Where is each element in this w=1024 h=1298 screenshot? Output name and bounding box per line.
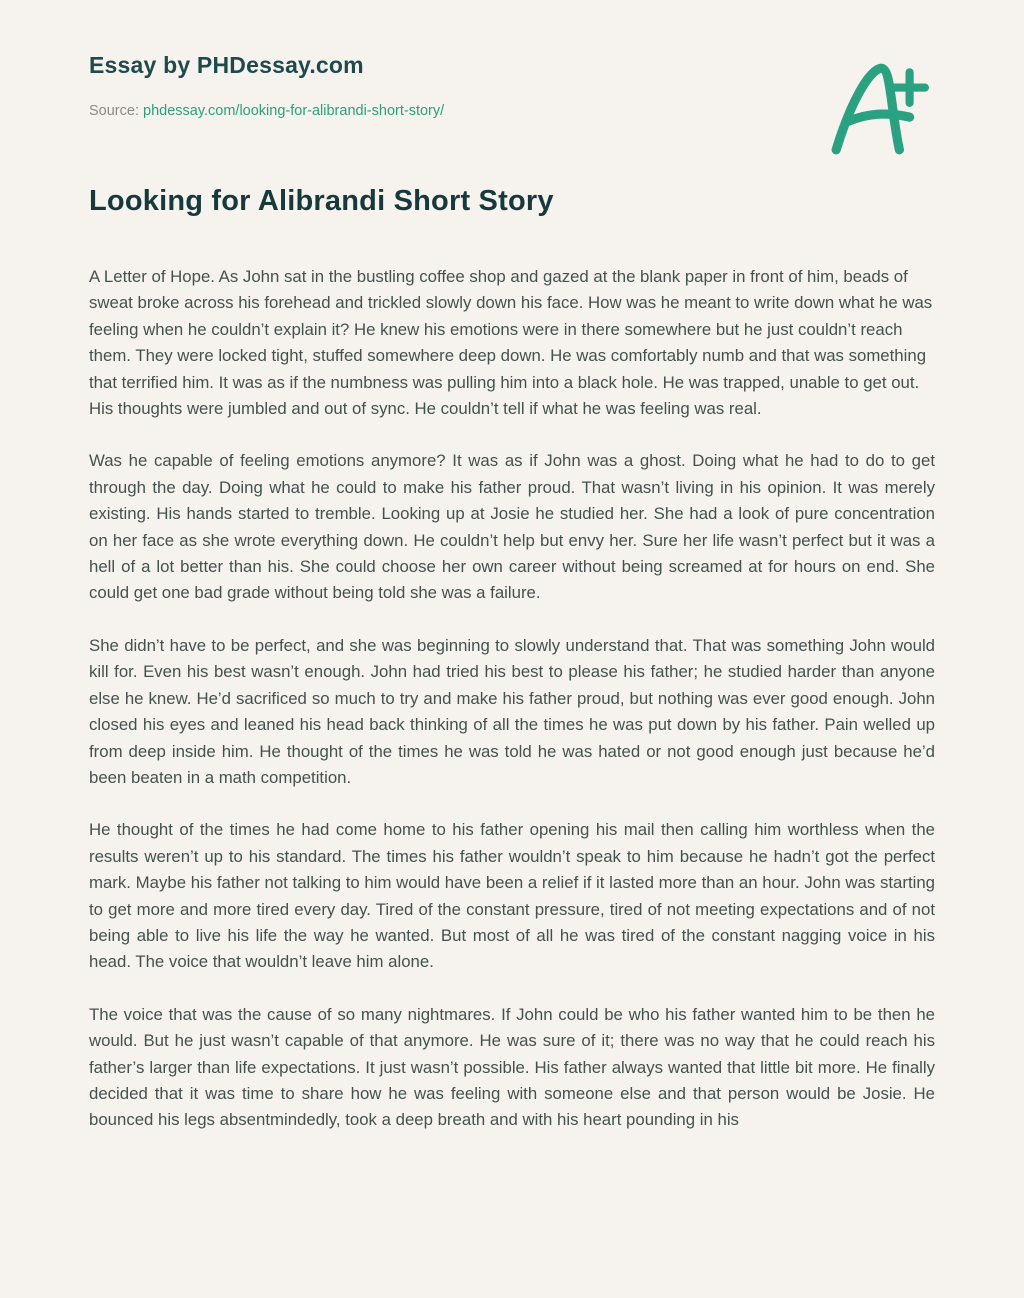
essay-content xyxy=(89,264,935,1134)
page-title: Looking for Alibrandi Short Story xyxy=(89,185,554,217)
essay-byline: Essay by PHDessay.com xyxy=(89,52,364,78)
source-label: Source: xyxy=(89,103,139,119)
source-line xyxy=(89,103,935,119)
essay-paragraph: She didn’t have to be perfect, and she was beginning to slowly understand that. That was something John would kill for. Even his best wasn’t enough. John had tried his best to please his father; he studied harder than anyone else he knew. He’d sacrificed so much to try and make his father proud, but nothing was ever good enough. John closed his eyes and leaned his head back thinking of all the times he was put down by his father. Pain welled up from deep inside him. He thought of the times he was told he was hated or not good enough just because he’d been beaten in a math competition. xyxy=(89,635,935,787)
essay-paragraph: A Letter of Hope. As John sat in the bustling coffee shop and gazed at the blank paper in front of him, beads of sweat broke across his forehead and trickled slowly down his face. How was he meant to write down what he was feeling when he couldn’t explain it? He knew his emotions were in there somewhere but he just couldn’t reach them. They were locked tight, stuffed somewhere deep down. He was comfortably numb and that was something that terrified him. It was as if the numbness was pulling him into a black hole. He was trapped, unable to get out. His thoughts were jumbled and out of sync. He couldn’t tell if what he was feeling was real. xyxy=(89,267,933,419)
essay-paragraph: The voice that was the cause of so many nightmares. If John could be who his father wanted him to be then he would. But he just wasn’t capable of that anymore. He was sure of it; there was no way that he could reach his father’s larger than life expectations. It just wasn’t possible. His father always wanted that little bit more. He finally decided that it was time to share how he was feeling with someone else and that person would be Josie. He bounced his legs absentmindedly, took a deep breath and with his heart pounding in his xyxy=(89,1004,935,1130)
a-plus-logo xyxy=(828,58,930,160)
essay-paragraph: He thought of the times he had come home to his father opening his mail then calling him worthless when the results weren’t up to his standard. The times his father wouldn’t speak to him because he hadn’t got the perfect mark. Maybe his father not talking to him would have been a relief if it lasted more than an hour. John was starting to get more and more tired every day. Tired of the constant pressure, tired of not meeting expectations and of not being able to live his life the way he wanted. But most of all he was tired of the constant nagging voice in his head. The voice that wouldn’t leave him alone. xyxy=(89,820,935,972)
essay-paragraph: Was he capable of feeling emotions anymore? It was as if John was a ghost. Doing what he had to do to get through the day. Doing what he could to make his father proud. That wasn’t living in his opinion. It was merely existing. His hands started to tremble. Looking up at Josie he studied her. She had a look of pure concentration on her face as she wrote everything down. He couldn’t help but envy her. Sure her life wasn’t perfect but it was a hell of a lot better than his. She could choose her own career without being screamed at for hours on end. She could get one bad grade without being told she was a failure. xyxy=(89,451,935,603)
source-link[interactable]: phdessay.com/looking-for-alibrandi-short-story/ xyxy=(143,103,445,119)
